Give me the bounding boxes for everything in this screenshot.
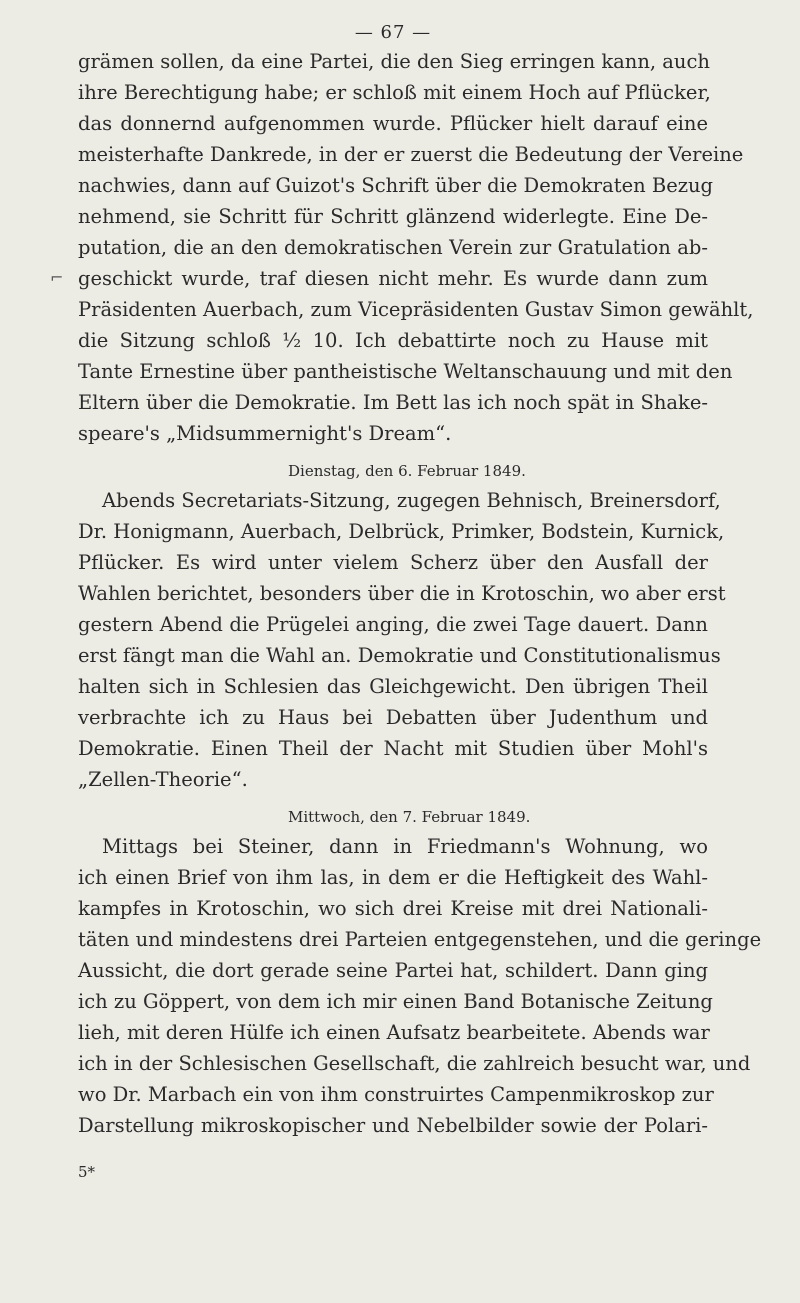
text-line: erst fängt man die Wahl an. Demokratie und Constitutionalismus: [78, 644, 721, 667]
text-line: Pflücker. Es wird unter vielem Scherz über den Ausfall der: [78, 551, 708, 574]
text-line: Dr. Honigmann, Auerbach, Delbrück, Primker, Bodstein, Kurnick,: [78, 520, 725, 543]
text-line: Mittags bei Steiner, dann in Friedmann's Wohnung, wo: [102, 835, 708, 858]
entry-date: Dienstag, den 6. Februar 1849.: [288, 462, 526, 480]
text-line: geschickt wurde, traf diesen nicht mehr. Es wurde dann zum: [78, 267, 708, 290]
text-line: ich einen Brief von ihm las, in dem er die Heftigkeit des Wahl-: [78, 866, 708, 889]
text-line: Aussicht, die dort gerade seine Partei hat, schildert. Dann ging: [78, 959, 708, 982]
text-line: wo Dr. Marbach ein von ihm construirtes Campenmikroskop zur: [78, 1083, 714, 1106]
text-line: täten und mindestens drei Parteien entgegenstehen, und die geringe: [78, 928, 762, 951]
text-line: verbrachte ich zu Haus bei Debatten über Judenthum und: [78, 706, 708, 729]
page-number: — 67 —: [354, 22, 432, 43]
text-line: Präsidenten Auerbach, zum Vicepräsidenten Gustav Simon gewählt,: [78, 298, 754, 321]
text-line: gestern Abend die Prügelei anging, die zwei Tage dauert. Dann: [78, 613, 708, 636]
text-line: nehmend, sie Schritt für Schritt glänzend widerlegte. Eine De-: [78, 205, 708, 228]
text-line: ich zu Göppert, von dem ich mir einen Band Botanische Zeitung: [78, 990, 713, 1013]
text-line: das donnernd aufgenommen wurde. Pflücker hielt darauf eine: [78, 112, 708, 135]
text-line: die Sitzung schloß ½ 10. Ich debattirte noch zu Hause mit: [78, 329, 708, 352]
paragraph-2: [78, 457, 726, 795]
text-line: Wahlen berichtet, besonders über die in Krotoschin, wo aber erst: [78, 582, 726, 605]
paragraph-1: [78, 46, 754, 449]
margin-mark: ⌐: [50, 268, 64, 287]
text-line: ich in der Schlesischen Gesellschaft, die zahlreich besucht war, und: [78, 1052, 751, 1075]
text-line: Abends Secretariats-Sitzung, zugegen Behnisch, Breinersdorf,: [102, 489, 721, 512]
text-line: Tante Ernestine über pantheistische Weltanschauung und mit den: [78, 360, 733, 383]
text-line: speare's „Midsummernight's Dream“.: [78, 422, 452, 445]
text-line: ihre Berechtigung habe; er schloß mit einem Hoch auf Pflücker,: [78, 81, 711, 104]
text-line: nachwies, dann auf Guizot's Schrift über die Demokraten Bezug: [78, 174, 714, 197]
text-line: halten sich in Schlesien das Gleichgewicht. Den übrigen Theil: [78, 675, 708, 698]
text-line: Demokratie. Einen Theil der Nacht mit Studien über Mohl's: [78, 737, 708, 760]
text-line: meisterhafte Dankrede, in der er zuerst die Bedeutung der Vereine: [78, 143, 744, 166]
text-line: „Zellen-Theorie“.: [78, 768, 248, 791]
signature-mark: 5*: [78, 1163, 96, 1181]
text-line: Darstellung mikroskopischer und Nebelbilder sowie der Polari-: [78, 1114, 708, 1137]
entry-date: Mittwoch, den 7. Februar 1849.: [288, 808, 531, 826]
text-line: lieh, mit deren Hülfe ich einen Aufsatz bearbeitete. Abends war: [78, 1021, 710, 1044]
paragraph-3: [78, 803, 762, 1141]
text-line: Eltern über die Demokratie. Im Bett las ich noch spät in Shake-: [78, 391, 708, 414]
text-line: kampfes in Krotoschin, wo sich drei Kreise mit drei Nationali-: [78, 897, 708, 920]
text-line: putation, die an den demokratischen Verein zur Gratulation ab-: [78, 236, 708, 259]
text-line: grämen sollen, da eine Partei, die den Sieg erringen kann, auch: [78, 50, 710, 73]
